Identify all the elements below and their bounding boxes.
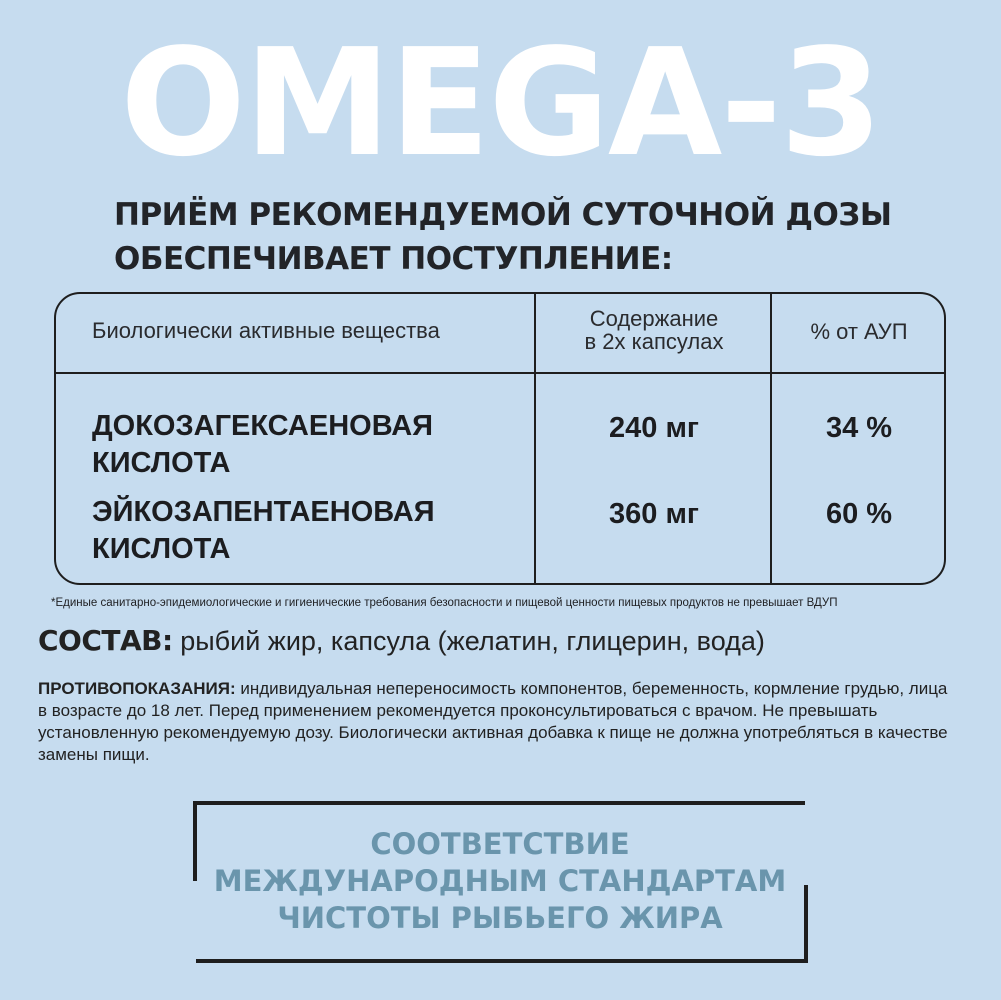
header-divider [56,372,944,374]
composition-text: рыбий жир, капсула (желатин, глицерин, вода) [172,626,765,656]
badge-line-3: ЧИСТОТЫ РЫБЬЕГО ЖИРА [277,901,723,935]
table-row-name [92,494,512,568]
contraindications-text: индивидуальная непереносимость компонентов, беременность, кормление грудью, лица в возрасте до 18 лет. Перед применением рекомендуется проконсультироваться с врачом. Не превышать установленную рекомендуемую дозу. Биологически активная добавка к пище не должна употребляться в качестве замены пищи. [38,679,948,764]
row-percent: 34 % [825,412,893,444]
header-amount-line-1: Содержание [589,306,719,331]
row-name-line-2: КИСЛОТА [92,447,231,479]
header-substances: Биологически активные вещества [92,318,440,343]
header-percent: % от АУП [810,319,908,344]
badge-frame-top [193,801,805,805]
dose-subtitle [114,193,934,281]
row-name-line-1: ДОКОЗАГЕКСАЕНОВАЯ [92,410,433,442]
row-name-line-2: КИСЛОТА [92,533,231,565]
table-row-name [92,408,512,482]
composition [38,622,765,660]
row-amount: 360 мг [609,498,699,530]
product-title: OMEGA-3 [120,17,881,189]
subtitle-line-2: ОБЕСПЕЧИВАЕТ ПОСТУПЛЕНИЕ: [114,241,673,277]
row-amount: 240 мг [609,412,699,444]
nutrient-table [54,292,946,585]
contraindications-label: ПРОТИВОПОКАЗАНИЯ: [38,679,236,698]
row-name-line-1: ЭЙКОЗАПЕНТАЕНОВАЯ [92,496,435,528]
badge-frame-bottom [196,959,808,963]
subtitle-line-1: ПРИЁМ РЕКОМЕНДУЕМОЙ СУТОЧНОЙ ДОЗЫ [114,197,892,233]
header-amount [536,307,772,353]
header-amount-line-2: в 2х капсулах [584,329,724,354]
composition-label: СОСТАВ: [38,624,173,657]
contraindications [38,678,958,766]
badge-line-2: МЕЖДУНАРОДНЫМ СТАНДАРТАМ [213,864,787,898]
footnote: *Единые санитарно-эпидемиологические и гигиенические требования безопасности и пищевой ценности пищевых продуктов не превышает ВДУП [51,597,838,609]
row-percent: 60 % [825,498,893,530]
badge-line-1: СООТВЕТСТВИЕ [370,827,630,861]
standards-badge [150,826,850,937]
